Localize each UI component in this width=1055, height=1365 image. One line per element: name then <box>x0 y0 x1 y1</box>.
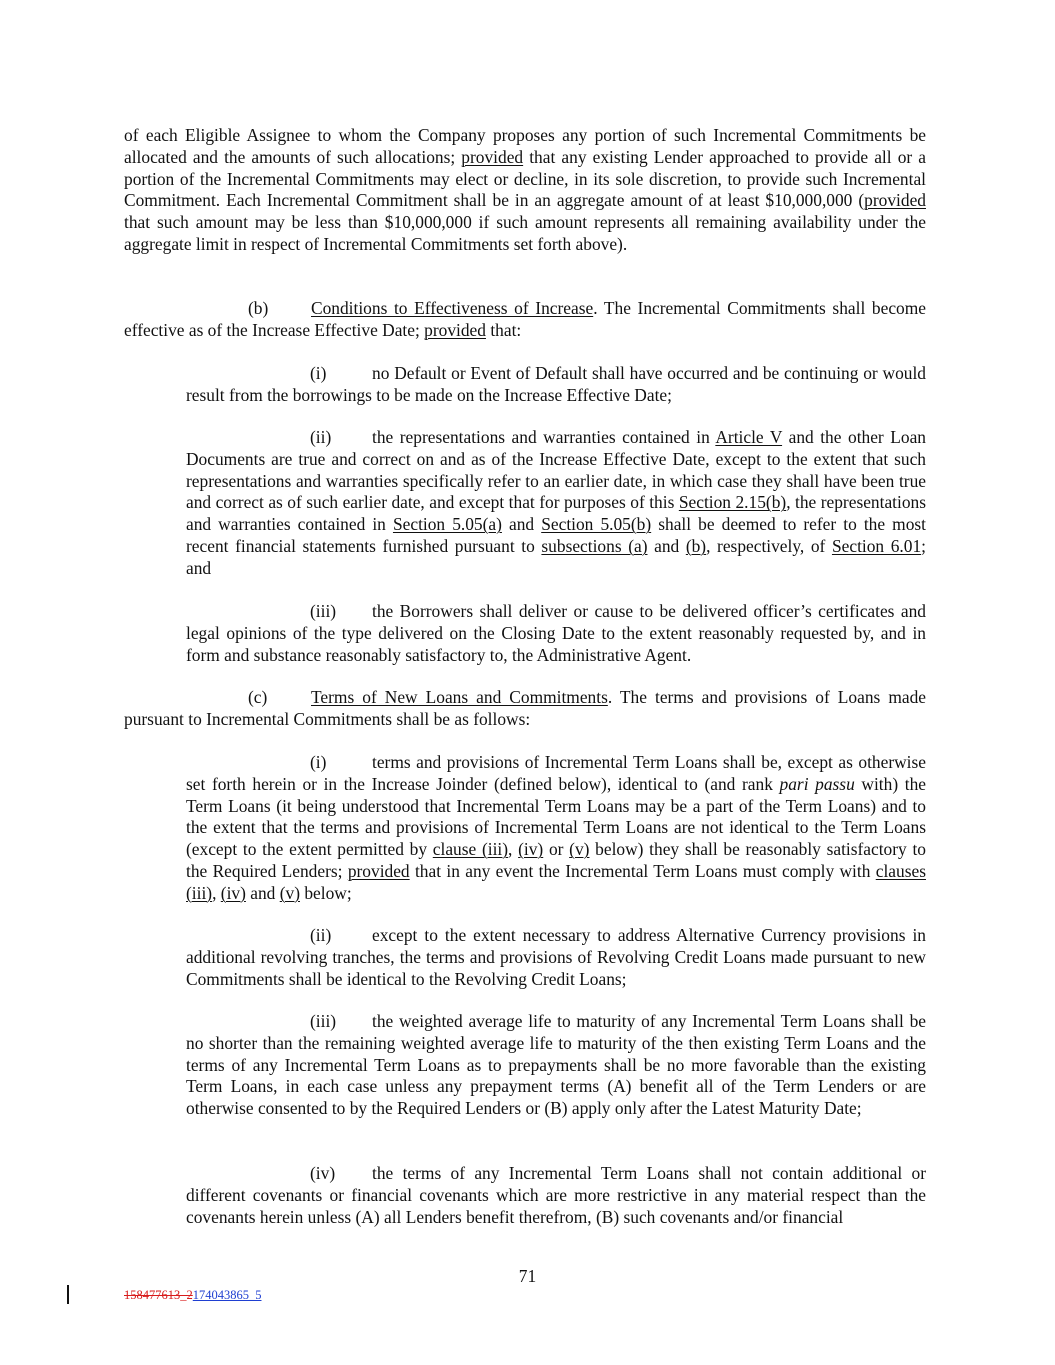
document-id <box>124 1288 262 1303</box>
subclause-b-i: (i) no Default or Event of Default shall have occurred and be continuing or would result from the borrowings to be made on the Increase Effective Date; <box>186 363 926 405</box>
cross-reference: (b) <box>685 535 707 556</box>
clause-number: (ii) <box>310 925 332 945</box>
clause-number: (c) <box>248 687 268 707</box>
clause-number: (ii) <box>310 427 332 447</box>
cross-reference: (v) <box>569 839 590 860</box>
cross-reference: subsections (a) <box>541 535 648 556</box>
subclause-c-i: (i) terms and provisions of Incremental Term Loans shall be, except as otherwise set forth herein or in the Increase Joinder (defined below), identical to (and rank pari passu with) the Term Loans (it being understood that Incremental Term Loans may be a part of the Term Loans) and to the extent that the terms and provisions of Incremental Term Loans are not identical to the Term Loans (except to the extent permitted by clause (iii), (iv) or (v) below) they shall be reasonably satisfactory to the Required Lenders; provided that in any event the Incremental Term Loans must comply with clauses (iii), (iv) and (v) below; <box>186 752 926 903</box>
paragraph-a-continuation: of each Eligible Assignee to whom the Company proposes any portion of such Incremental Commitments be allocated and the amounts of such allocations; provided that any existing Lender approached to provide all or a portion of the Incremental Commitments may elect or decline, in its sole discretion, to provide such Incremental Commitment. Each Incremental Commitment shall be in an aggregate amount of at least $10,000,000 (provided that such amount may be less than $10,000,000 if such amount represents all remaining availability under the aggregate limit in respect of Incremental Commitments set forth above). <box>124 125 927 254</box>
page-number: 71 <box>518 1266 537 1286</box>
defined-term: provided <box>461 146 524 167</box>
cross-reference: Section 2.15(b) <box>678 492 787 513</box>
subclause-c-ii: (ii) except to the extent necessary to address Alternative Currency provisions in additional revolving tranches, the terms and provisions of Revolving Credit Loans made pursuant to new Commitments shall be identical to the Revolving Credit Loans; <box>186 925 926 989</box>
revision-change-bar <box>67 1285 69 1304</box>
clause-number: (iii) <box>310 1011 337 1031</box>
paragraph-b: (b) Conditions to Effectiveness of Increase. The Incremental Commitments shall become effective as of the Increase Effective Date; provided that: <box>124 298 926 340</box>
defined-term: provided <box>347 860 410 881</box>
clause-number: (iii) <box>310 601 337 621</box>
paragraph-c: (c) Terms of New Loans and Commitments. The terms and provisions of Loans made pursuant to Incremental Commitments shall be as follows: <box>124 687 926 729</box>
cross-reference: Section 5.05(b) <box>541 514 652 535</box>
doc-id-deleted: 158477613_2 <box>124 1288 193 1302</box>
subclause-c-iv: (iv) the terms of any Incremental Term Loans shall not contain additional or different covenants or financial covenants which are more restrictive in any material respect than the covenants herein unless (A) all Lenders benefit therefrom, (B) such covenants and/or financial <box>186 1163 926 1227</box>
defined-term: provided <box>424 319 486 340</box>
subclause-c-iii: (iii) the weighted average life to maturity of any Incremental Term Loans shall be no shorter than the remaining weighted average life to maturity of the then existing Term Loans and the terms of any Incremental Term Loans as to prepayments shall be no more favorable than the existing Term Loans, in each case unless any prepayment terms (A) benefit all of the Term Lenders or are otherwise consented to by the Required Lenders or (B) apply only after the Latest Maturity Date; <box>186 1011 926 1119</box>
defined-term: provided <box>864 190 926 211</box>
cross-reference: clauses (iii) <box>186 860 926 903</box>
subclause-b-ii: (ii) the representations and warranties contained in Article V and the other Loan Documents are true and correct on and as of the Increase Effective Date, except to the extent that such representations and warranties specifically refer to an earlier date, in which case they shall have been true and correct as of such earlier date, and except that for purposes of this Section 2.15(b), the representations and warranties contained in Section 5.05(a) and Section 5.05(b) shall be deemed to refer to the most recent financial statements furnished pursuant to subsections (a) and (b), respectively, of Section 6.01; and <box>186 427 926 578</box>
cross-reference: Section 6.01 <box>831 535 922 556</box>
section-heading: Terms of New Loans and Commitments <box>311 687 608 707</box>
cross-reference: clause (iii) <box>432 839 509 860</box>
doc-id-inserted: 174043865_5 <box>192 1288 262 1302</box>
clause-number: (b) <box>248 298 269 318</box>
section-heading: Conditions to Effectiveness of Increase <box>311 298 594 318</box>
cross-reference: (iv) <box>220 882 246 903</box>
clause-number: (i) <box>310 752 327 772</box>
clause-number: (i) <box>310 363 327 383</box>
subclause-b-iii: (iii) the Borrowers shall deliver or cause to be delivered officer’s certificates and legal opinions of the type delivered on the Closing Date to the extent reasonably requested by, and in form and substance reasonably satisfactory to, the Administrative Agent. <box>186 601 926 665</box>
cross-reference: (v) <box>279 882 300 903</box>
clause-number: (iv) <box>310 1163 336 1183</box>
cross-reference: (iv) <box>518 839 544 860</box>
cross-reference: Section 5.05(a) <box>392 514 502 535</box>
cross-reference: Article V <box>715 427 783 447</box>
latin-term: pari passu <box>779 773 855 794</box>
